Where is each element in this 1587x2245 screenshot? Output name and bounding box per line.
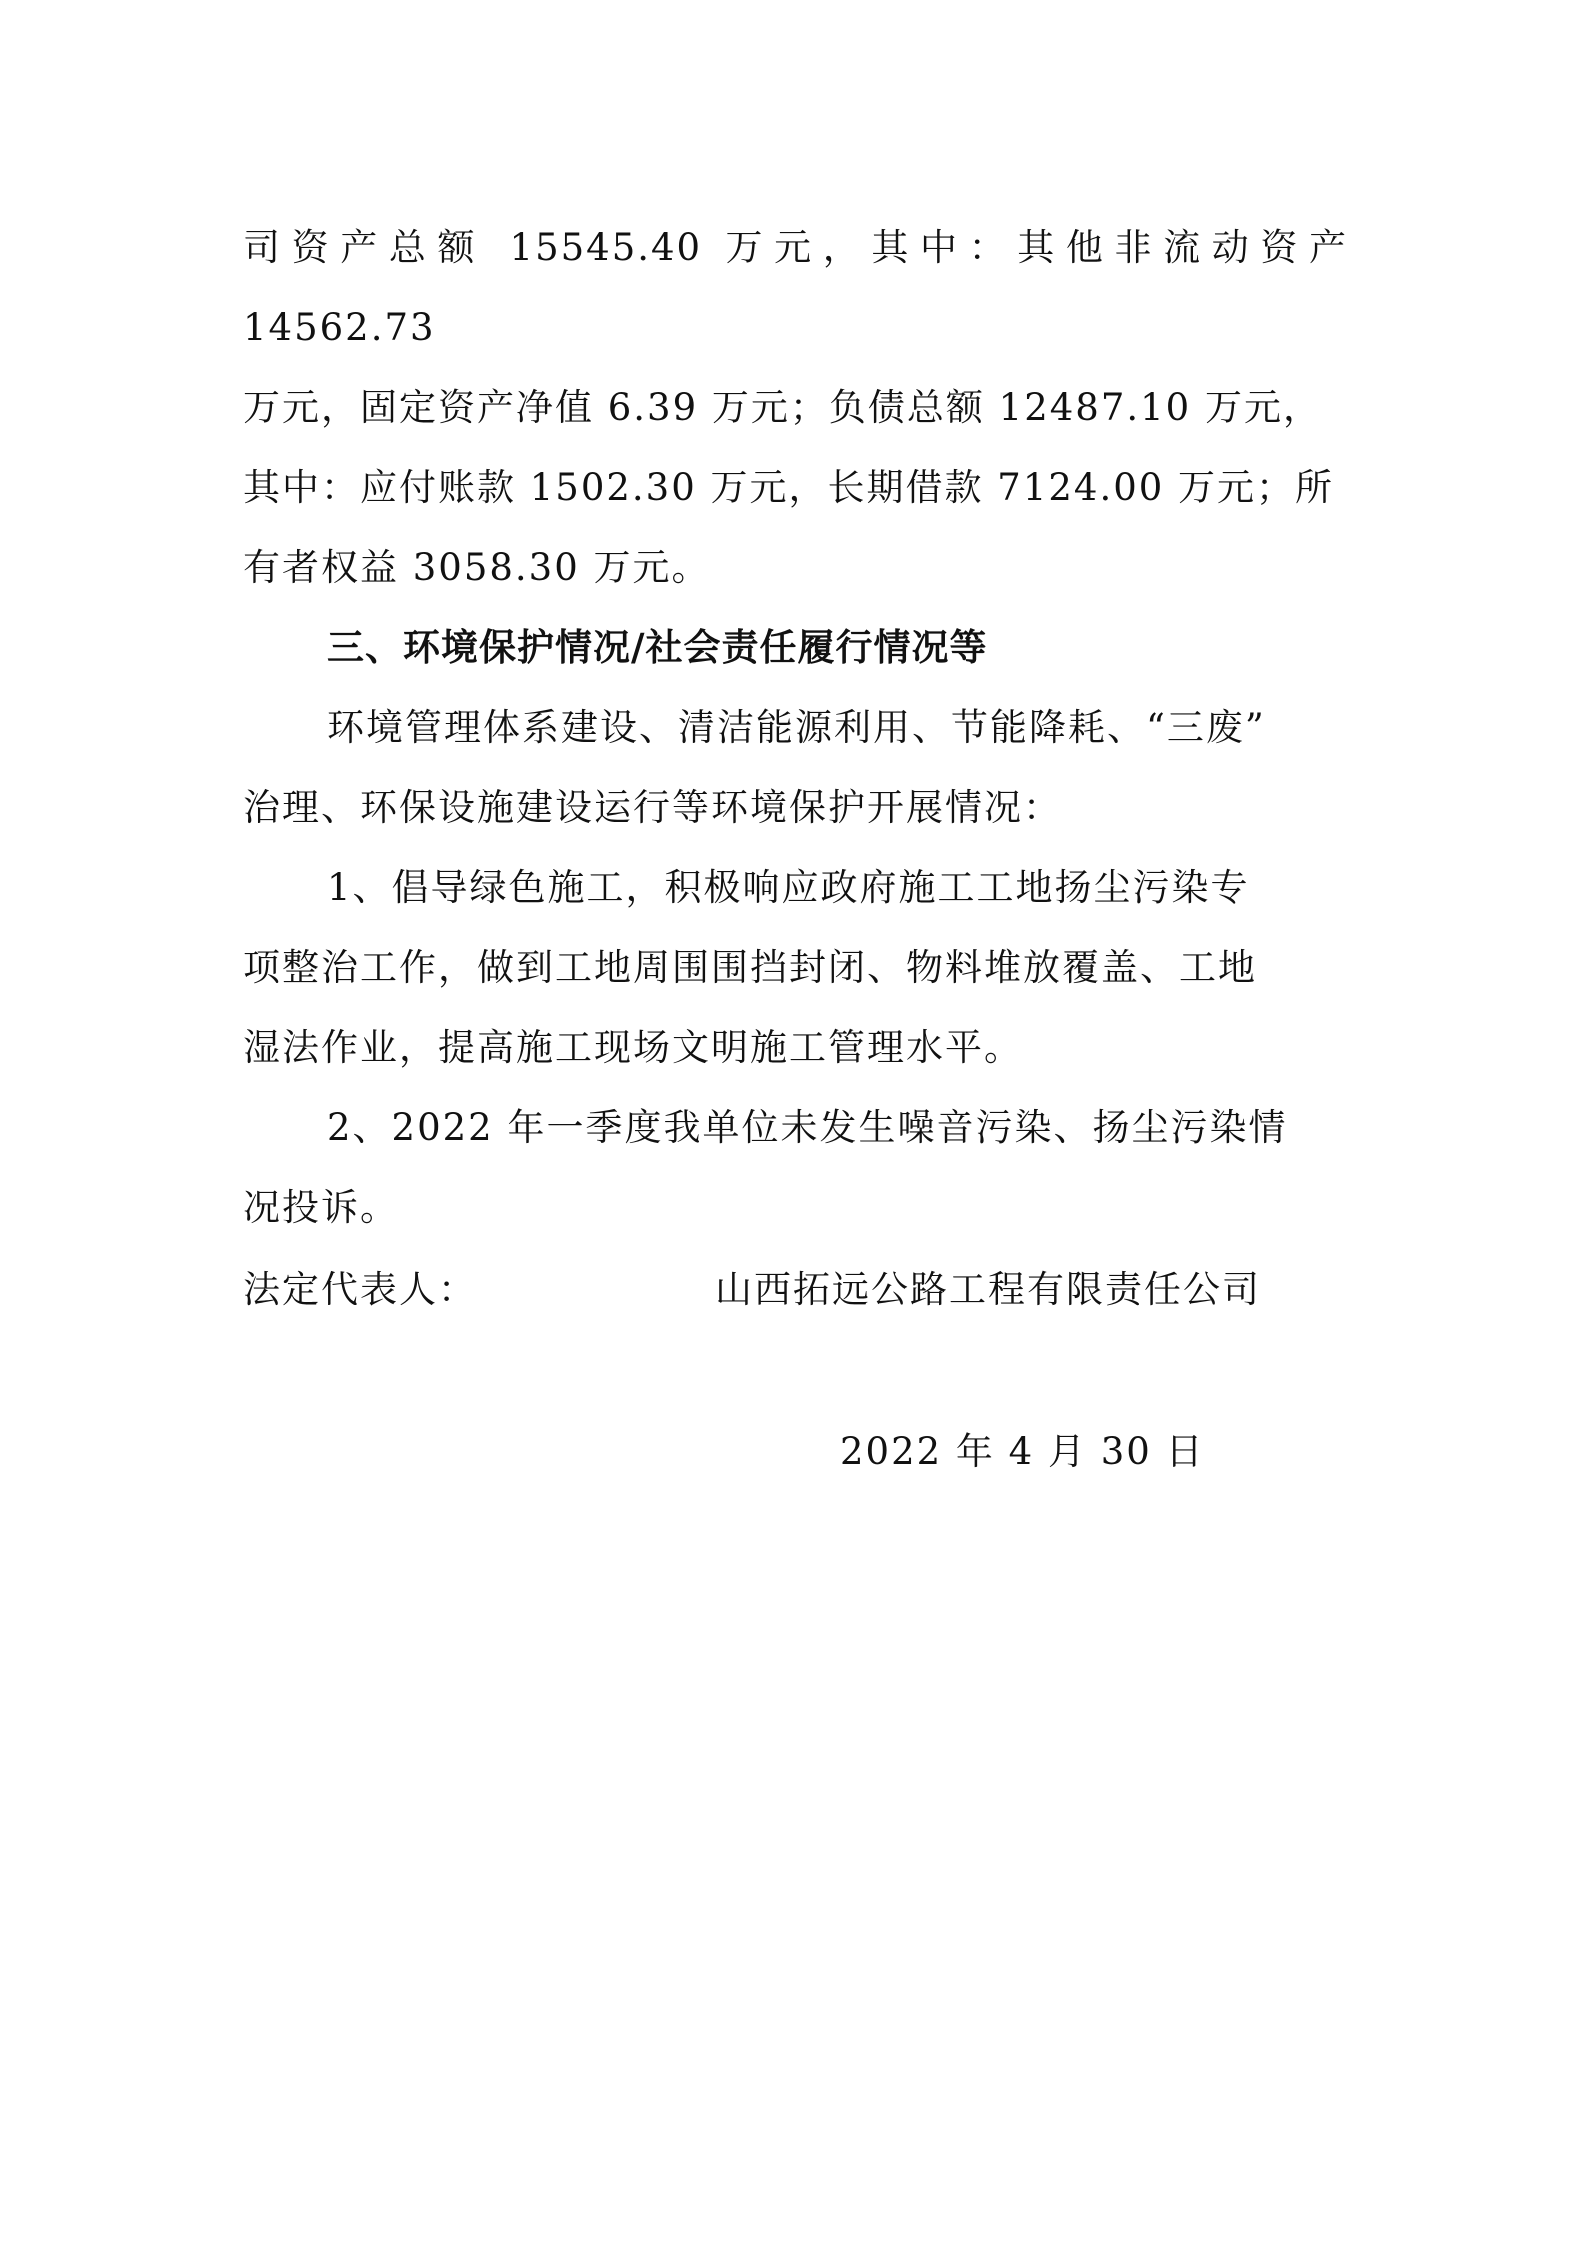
text-line: 司资产总额 15545.40 万元，其中：其他非流动资产 14562.73 (243, 226, 1348, 349)
text-line: 有者权益 3058.30 万元。 (243, 546, 711, 589)
text-line: 治理、环保设施建设运行等环境保护开展情况： (243, 786, 1062, 829)
section-heading-environment: 三、环境保护情况/社会责任履行情况等 (327, 626, 988, 669)
text-line: 环境管理体系建设、清洁能源利用、节能降耗、“三废” (327, 706, 1266, 749)
text-line: 项整治工作，做到工地周围围挡封闭、物料堆放覆盖、工地 (243, 946, 1257, 989)
text-line: 2、2022 年一季度我单位未发生噪音污染、扬尘污染情 (327, 1106, 1288, 1149)
text-line: 其中：应付账款 1502.30 万元，长期借款 7124.00 万元；所 (243, 466, 1335, 509)
signature-block (243, 1250, 1348, 1330)
text-line: 万元，固定资产净值 6.39 万元；负债总额 12487.10 万元， (243, 386, 1322, 429)
environment-intro-paragraph (243, 688, 1348, 848)
document-body (243, 208, 1348, 1248)
text-line: 湿法作业，提高施工现场文明施工管理水平。 (243, 1026, 1023, 1069)
finance-paragraph (243, 208, 1348, 608)
text-line: 况投诉。 (243, 1186, 399, 1229)
document-date: 2022 年 4 月 30 日 (840, 1430, 1205, 1473)
legal-representative-label: 法定代表人： (243, 1268, 477, 1311)
company-name: 山西拓远公路工程有限责任公司 (715, 1268, 1261, 1311)
environment-item-1 (243, 848, 1348, 1088)
environment-item-2 (243, 1088, 1348, 1248)
text-line: 1、倡导绿色施工，积极响应政府施工工地扬尘污染专 (327, 866, 1250, 909)
